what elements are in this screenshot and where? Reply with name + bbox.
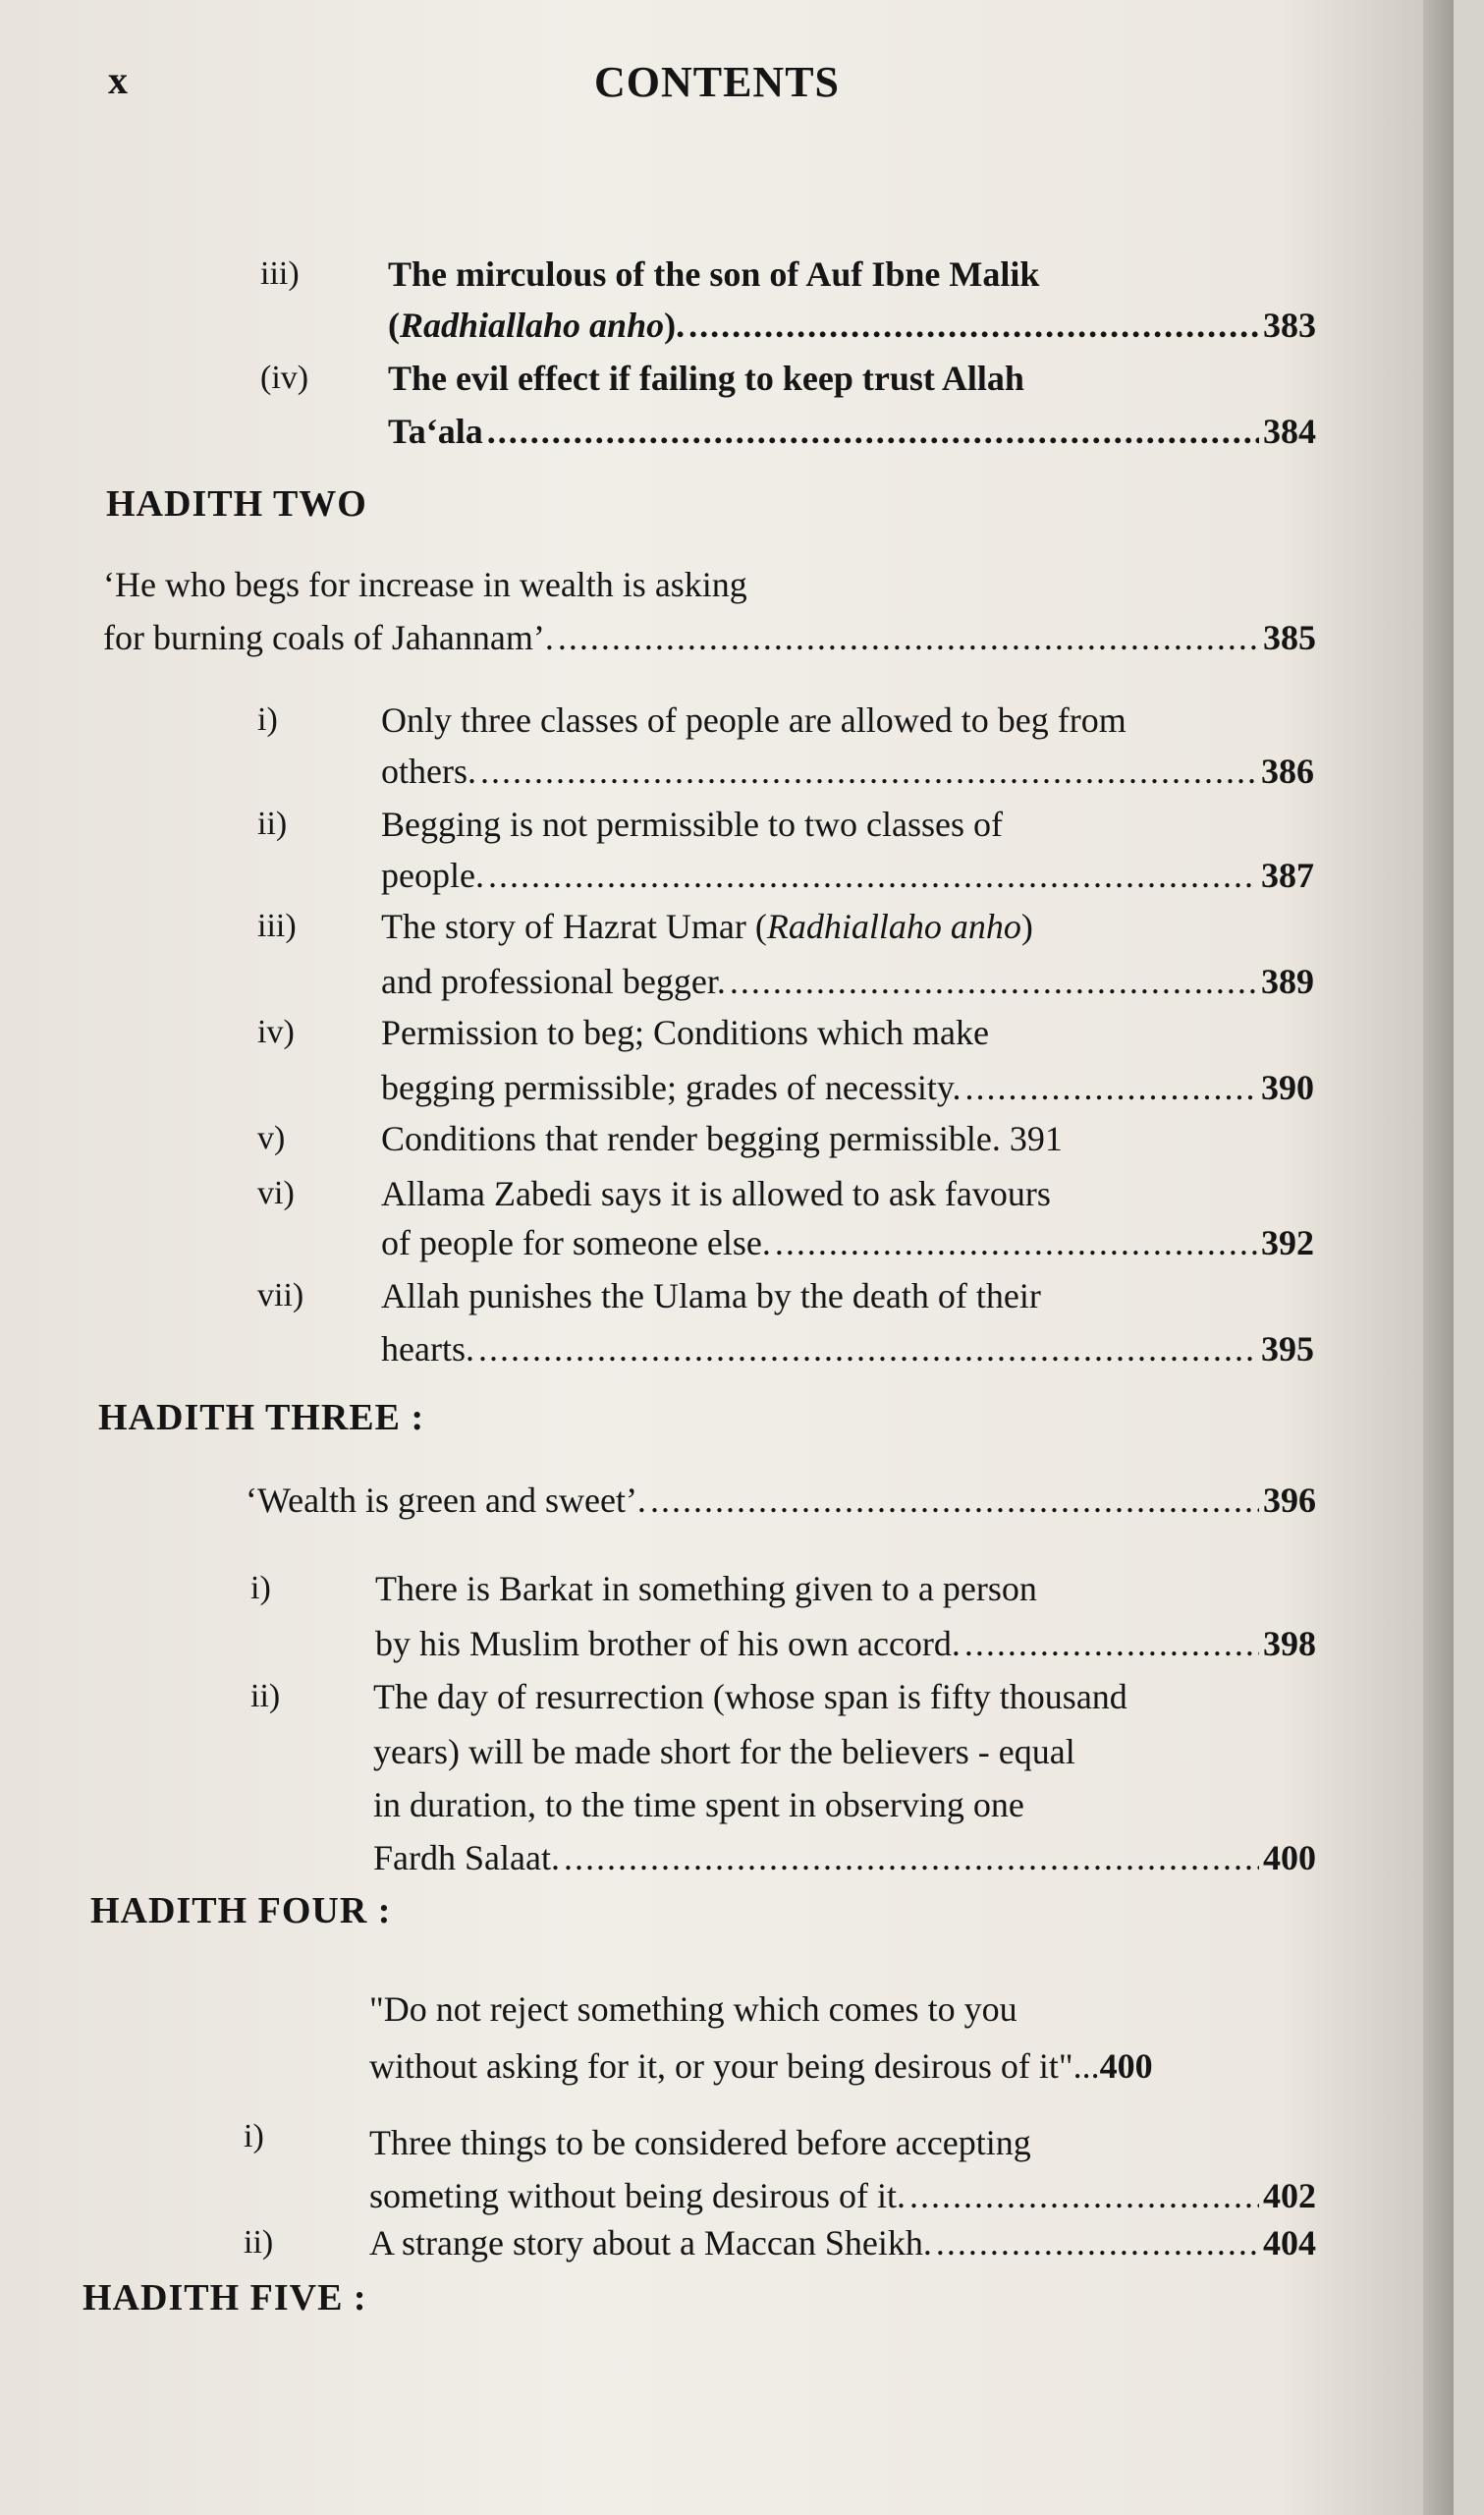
entry-text: There is Barkat in something given to a person <box>375 1569 1037 1608</box>
entry-text: in duration, to the time spent in observing one <box>373 1785 1024 1824</box>
entry-numeral: ii) <box>244 2224 274 2261</box>
entry-numeral: ii) <box>250 1678 281 1714</box>
leader-dots <box>688 301 1259 350</box>
section-heading: HADITH FIVE : <box>82 2277 367 2319</box>
entry-page-number: 398 <box>1263 1624 1316 1663</box>
entry-page-number: 400 <box>1099 2046 1153 2086</box>
leader-dots <box>488 851 1257 900</box>
entry-page-number: 400 <box>1263 1838 1316 1877</box>
entry-numeral: ii) <box>257 806 288 842</box>
entry-page-number: 383 <box>1263 306 1316 345</box>
leader-dots <box>730 957 1257 1006</box>
entry-text: years) will be made short for the believers - equal <box>373 1732 1075 1771</box>
entry-text: Three things to be considered before accepting <box>369 2123 1031 2162</box>
page-number: x <box>108 58 128 102</box>
entry-page-number: 392 <box>1261 1223 1314 1262</box>
leader-dots <box>909 2171 1259 2220</box>
entry-text: The mirculous of the son of Auf Ibne Malik <box>388 254 1040 294</box>
section-heading: HADITH TWO <box>106 483 367 525</box>
leader-dots <box>965 1063 1257 1112</box>
entry-text: ( Radhiallaho anho ). ..... 383 <box>388 301 1316 350</box>
entry-page-number: 385 <box>1263 618 1316 657</box>
hadith-quote: without asking for it, or your being desirous of it" ... 400 <box>369 2041 1316 2091</box>
entry-text: hearts. ..... 395 <box>381 1324 1314 1373</box>
entry-text: Conditions that render begging permissible. 391 <box>381 1119 1063 1158</box>
entry-page-number: 387 <box>1261 856 1314 895</box>
entry-text: of people for someone else. ..... 392 <box>381 1218 1314 1267</box>
leader-dots <box>558 613 1259 662</box>
entry-numeral: (iv) <box>260 360 309 396</box>
entry-text: A strange story about a Maccan Sheikh. ..... 404 <box>369 2218 1316 2267</box>
entry-numeral: i) <box>250 1570 271 1606</box>
entry-numeral: vii) <box>257 1277 304 1313</box>
entry-text: Fardh Salaat. ..... 400 <box>373 1833 1316 1882</box>
entry-page-number: 402 <box>1263 2176 1316 2215</box>
entry-text: Allah punishes the Ulama by the death of their <box>381 1276 1041 1315</box>
entry-text: Only three classes of people are allowed to beg from <box>381 700 1127 740</box>
entry-text: begging permissible; grades of necessity. ..... 390 <box>381 1063 1314 1112</box>
entry-text: people. ..... 387 <box>381 851 1314 900</box>
entry-page-number: 386 <box>1261 752 1314 791</box>
page-title: CONTENTS <box>593 58 841 106</box>
leader-dots <box>775 1218 1257 1267</box>
entry-numeral: iv) <box>257 1014 295 1050</box>
entry-text: Ta‘ala ..... 384 <box>388 407 1316 456</box>
entry-numeral: iii) <box>257 908 297 944</box>
section-heading: HADITH FOUR : <box>90 1890 392 1931</box>
leader-dots <box>936 2218 1259 2267</box>
leader-dots <box>487 407 1259 456</box>
entry-page-number: 395 <box>1261 1329 1314 1369</box>
page-edge <box>1423 0 1454 2515</box>
entry-text: Allama Zabedi says it is allowed to ask favours <box>381 1174 1051 1213</box>
entry-numeral: v) <box>257 1120 286 1156</box>
leader-dots <box>650 1476 1259 1525</box>
entry-text: by his Muslim brother of his own accord. ..... 398 <box>375 1619 1316 1668</box>
entry-text: The day of resurrection (whose span is fifty thousand <box>373 1677 1127 1716</box>
entry-text: someting without being desirous of it. ..... 402 <box>369 2171 1316 2220</box>
page-header <box>108 57 1326 116</box>
entry-page-number: 390 <box>1261 1068 1314 1107</box>
entry-numeral: iii) <box>260 255 300 292</box>
entry-numeral: vi) <box>257 1175 295 1211</box>
hadith-quote: for burning coals of Jahannam’. ..... 385 <box>103 613 1316 662</box>
entry-numeral: i) <box>244 2118 264 2154</box>
entry-page-number: 396 <box>1263 1481 1316 1520</box>
entry-text: The story of Hazrat Umar ( Radhiallaho anho ) <box>381 907 1033 946</box>
leader-dots <box>480 747 1257 796</box>
entry-text: Begging is not permissible to two classes of <box>381 805 1003 844</box>
leader-dots <box>564 1833 1259 1882</box>
hadith-quote: ‘Wealth is green and sweet’. ..... 396 <box>246 1476 1316 1525</box>
entry-page-number: 384 <box>1263 412 1316 451</box>
entry-text: others. ..... 386 <box>381 747 1314 796</box>
hadith-quote: ‘He who begs for increase in wealth is asking <box>103 565 747 604</box>
section-heading: HADITH THREE : <box>98 1397 425 1438</box>
entry-page-number: 404 <box>1263 2223 1316 2263</box>
entry-text: Permission to beg; Conditions which make <box>381 1013 989 1052</box>
leader-dots <box>964 1619 1259 1668</box>
hadith-quote: "Do not reject something which comes to you <box>369 1989 1017 2029</box>
entry-text: and professional begger. ..... 389 <box>381 957 1314 1006</box>
leader-dots <box>478 1324 1257 1373</box>
entry-text: The evil effect if failing to keep trust Allah <box>388 359 1024 398</box>
entry-page-number: 389 <box>1261 962 1314 1001</box>
entry-numeral: i) <box>257 701 278 738</box>
